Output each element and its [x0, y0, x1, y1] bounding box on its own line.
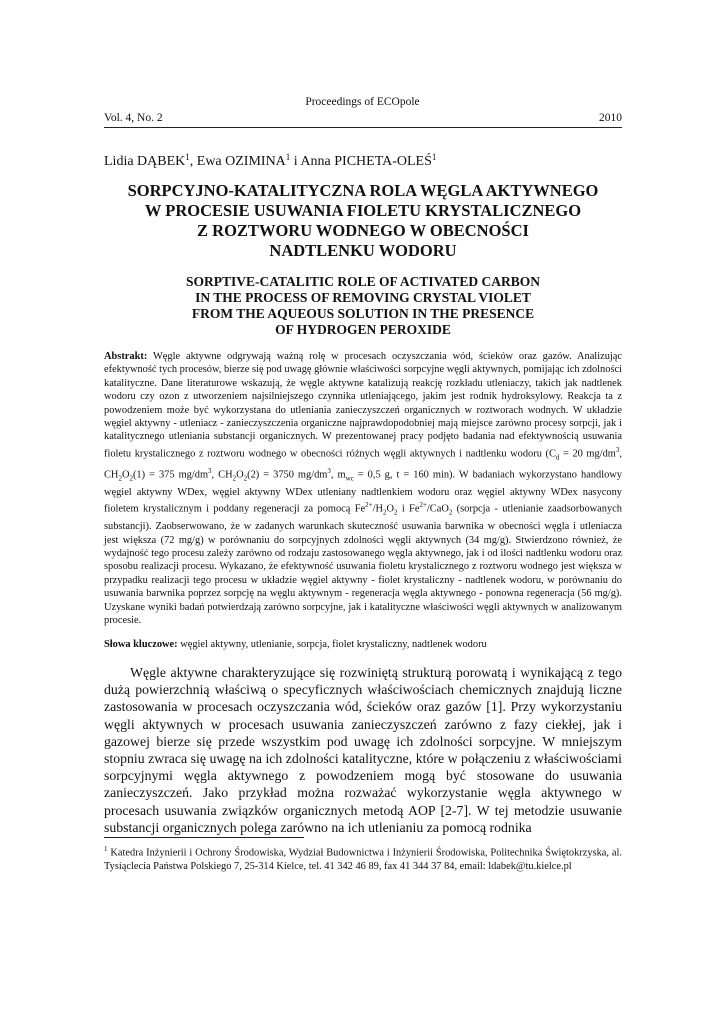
running-header — [104, 112, 622, 128]
abstract-label: Abstrakt: — [104, 351, 148, 362]
subscript: 2 — [232, 474, 237, 483]
superscript: 2+ — [419, 501, 427, 510]
footnote — [104, 843, 622, 873]
superscript: 3 — [327, 466, 331, 475]
abstract — [104, 350, 622, 627]
abstract-text: (2) = 3750 mg/dm — [247, 469, 328, 481]
keywords — [104, 638, 622, 651]
subscript: 2 — [243, 474, 248, 483]
subscript: 2 — [118, 474, 122, 483]
abstract-text: Węgle aktywne odgrywają ważną rolę w procesach oczyszczania wód, ścieków oraz gazów. Analizując efektywność tych procesów, bierze się pod uwagę głównie właściwości sorpcyjne węgli aktywnych, pomijając ich zdolności katalityczne. Dane literaturowe wskazują, że węgle aktywne katalizują reakcję rozkładu utleniaczy, takich jak nadtlenek wodoru czy ozon z utworzeniem najsilniejszego czynnika utleniającego, jakim jest rodnik hydroksylowy. Reakcja ta z powodzeniem może być wykorzystana do utleniania zanieczyszczeń organicznych w roztworach wodnych. W układzie węgiel aktywny - utleniacz - zanieczyszczenia organiczne najprawdopodobniej mają miejsce zarówno procesy sorpcji, jak i katalitycznego utleniania substancji organicznych. W prezentowanej pracy podjęto badania nad efektywnością usuwania fioletu krystalicznego z roztworu wodnego w obecności różnych węgli aktywnych i nadtlenku wodoru (C — [104, 351, 622, 460]
abstract-text: (1) = 375 mg/dm — [132, 469, 209, 481]
footnote-marker: 1 — [104, 845, 108, 853]
author-separator: , — [189, 154, 197, 169]
subscript: 2 — [382, 508, 387, 517]
title-line: W PROCESIE USUWANIA FIOLETU KRYSTALICZNEGO — [144, 201, 582, 220]
title-line: OF HYDROGEN PEROXIDE — [275, 322, 451, 337]
running-header-title: Proceedings of ECOpole — [305, 96, 420, 108]
abstract-text: , CH — [211, 469, 233, 481]
title-line: NADTLENKU WODORU — [269, 241, 457, 260]
subscript: d — [555, 453, 560, 462]
title-english — [104, 274, 622, 338]
body-paragraph: Węgle aktywne charakteryzujące się rozwiniętą strukturą porowatą i wynikającą z tego dużą powierzchnią właściwą o specyficznych właściwościach chemicznych znajdują liczne zastosowania w procesach oczyszczania wód, ścieków oraz gazów [1]. Przy wykorzystaniu węgli aktywnych w procesach usuwania zanieczyszczeń zarówno z fazy ciekłej, jak i gazowej bierze się przede wszystkim pod uwagę ich zdolności sorpcyjne. W mniejszym stopniu zwraca się uwagę na ich zdolności katalityczne, które w połączeniu z właściwościami sorpcyjnymi węgla aktywnego z powodzeniem mogą być stosowane do usuwania zanieczyszczeń. Jako przykład można rozważać wykorzystanie węgla aktywnego w procesach usuwania związków organicznych metodą AOP [2-7]. W tej metodzie usuwanie substancji organicznych polega zarówno na ich utlenianiu za pomocą rodnika — [104, 665, 622, 835]
abstract-text: = 0,5 g, t = 160 min). W badaniach wykorzystano handlowy węgiel aktywny WDex, węgiel aktywny WDex utleniany nadtlenkiem wodoru oraz węgiel aktywny WDex nasycony fioletem krystalicznym i poddany regeneracji za pomocą Fe — [104, 469, 622, 515]
abstract-text: , m — [330, 469, 346, 481]
abstract-text: , CH — [104, 448, 622, 481]
abstract-text: /H — [372, 503, 383, 515]
abstract-text: O — [236, 469, 244, 481]
author-list — [104, 152, 622, 170]
title-line: SORPTIVE-CATALITIC ROLE OF ACTIVATED CARBON — [185, 274, 541, 289]
volume-info: Vol. 4, No. 2 — [104, 112, 163, 124]
abstract-text: i Fe — [397, 503, 420, 515]
abstract-text: (sorpcja - utlenianie zaadsorbowanych substancji). Zaobserwowano, że w zadanych warunkach skuteczność usuwania barwnika w obecności węgla i utleniacza jest większa (72 mg/g) w porównaniu do sorpcyjnych zdolności węgli aktywnych (34 mg/g). Stwierdzono również, że wydajność tego procesu zależy zarówno od rodzaju zastosowanego węgla aktywnego, jak i od ilości nadtlenku wodoru oraz sposobu realizacji procesu. Wykazano, że efektywność usuwania fioletu krystalicznego z roztworu wodnego jest większa w przypadku realizacji tego procesu w układzie węgiel aktywny - fiolet krystaliczny - nadtlenek wodoru, w porównaniu do usuwania barwnika poprzez sorpcję na węglu aktywnym - regeneracja węgla aktywnego - ponowna regeneracja (56 mg/g). Uzyskane wyniki badań potwierdzają zarówno sorpcyjne, jak i katalityczne właściwości węgli aktywnych w analizowanym procesie. — [104, 503, 622, 626]
title-polish — [104, 181, 622, 261]
footnote-divider — [104, 837, 304, 838]
author-2: Ewa OZIMINA — [196, 154, 286, 169]
year: 2010 — [599, 112, 622, 124]
affiliation-marker: 1 — [285, 152, 291, 162]
subscript: 2 — [129, 474, 133, 483]
affiliation-marker: 1 — [185, 152, 190, 162]
affiliation-marker: 1 — [431, 152, 437, 162]
keywords-text: węgiel aktywny, utlenianie, sorpcja, fiolet krystaliczny, nadtlenek wodoru — [177, 639, 487, 650]
abstract-text: = 20 mg/dm — [559, 448, 616, 460]
title-line: SORPCYJNO-KATALITYCZNA ROLA WĘGLA AKTYWNEGO — [127, 181, 599, 200]
subscript: 2 — [394, 508, 398, 517]
abstract-text: /CaO — [426, 503, 449, 515]
subscript: wc — [345, 474, 354, 483]
author-1: Lidia DĄBEK — [104, 154, 186, 169]
author-separator: i — [290, 154, 301, 169]
title-line: FROM THE AQUEOUS SOLUTION IN THE PRESENCE — [191, 306, 535, 321]
footnote-text: Katedra Inżynierii i Ochrony Środowiska, Wydział Budownictwa i Inżynierii Środowiska, Politechnika Świętokrzyska, al. Tysiąclecia Państwa Polskiego 7, 25-314 Kielce, tel. 41 342 46 89, fax 41 344 37 84, email: ldabek@tu.kielce.pl — [104, 847, 622, 872]
title-line: Z ROZTWORU WODNEGO W OBECNOŚCI — [197, 221, 529, 240]
subscript: 2 — [448, 508, 453, 517]
abstract-text: O — [121, 469, 130, 481]
keywords-label: Słowa kluczowe: — [104, 639, 178, 650]
superscript: 3 — [615, 445, 620, 454]
title-line: IN THE PROCESS OF REMOVING CRYSTAL VIOLET — [195, 290, 531, 305]
author-3: Anna PICHETA-OLEŚ — [300, 154, 432, 169]
superscript: 3 — [208, 466, 212, 475]
superscript: 2+ — [365, 501, 373, 510]
abstract-text: O — [386, 503, 394, 515]
